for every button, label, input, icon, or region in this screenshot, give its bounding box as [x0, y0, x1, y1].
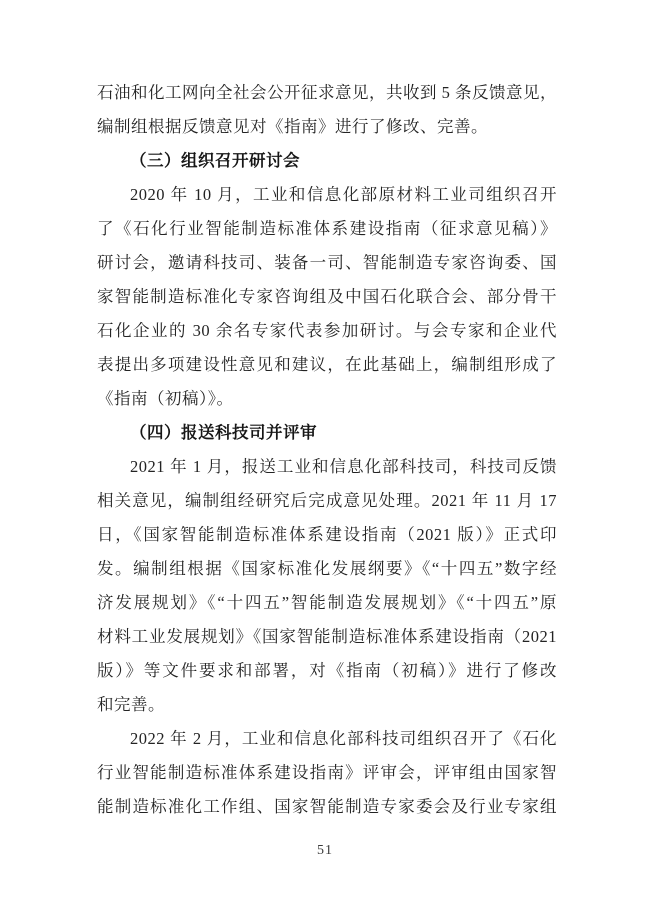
text-line: 编制组根据反馈意见对《指南》进行了修改、完善。: [97, 117, 488, 136]
text-line: 济发展规划》《“十四五”智能制造发展规划》《“十四五”原: [97, 593, 557, 612]
section-heading: （四）报送科技司并评审: [130, 423, 317, 442]
text-line: 行业智能制造标准体系建设指南》评审会，评审组由国家智: [97, 763, 557, 782]
text-line: 相关意见，编制组经研究后完成意见处理。2021 年 11 月 17: [97, 491, 557, 510]
text-line: 2020 年 10 月，工业和信息化部原材料工业司组织召开: [130, 185, 557, 204]
text-line: 和完善。: [97, 695, 165, 714]
text-line: 研讨会，邀请科技司、装备一司、智能制造专家咨询委、国: [97, 253, 557, 272]
text-line: 材料工业发展规划》《国家智能制造标准体系建设指南（2021: [97, 627, 557, 646]
text-line: 2022 年 2 月，工业和信息化部科技司组织召开了《石化: [130, 729, 557, 748]
text-line: 发。编制组根据《国家标准化发展纲要》《“十四五”数字经: [97, 559, 557, 578]
text-line: 了《石化行业智能制造标准体系建设指南（征求意见稿）》: [97, 219, 557, 238]
text-line: 能制造标准化工作组、国家智能制造专家委会及行业专家组: [97, 797, 557, 816]
page-footer: [0, 841, 650, 861]
page-number: 51: [317, 843, 333, 858]
text-line: 2021 年 1 月，报送工业和信息化部科技司，科技司反馈: [130, 457, 557, 476]
text-line: 表提出多项建设性意见和建议，在此基础上，编制组形成了: [97, 355, 557, 374]
section-heading: （三）组织召开研讨会: [130, 151, 300, 170]
document-body: [97, 76, 557, 824]
text-line: 日，《国家智能制造标准体系建设指南（2021 版）》正式印: [97, 525, 557, 544]
text-line: 石油和化工网向全社会公开征求意见，共收到 5 条反馈意见，: [97, 83, 557, 102]
text-line: 家智能制造标准化专家咨询组及中国石化联合会、部分骨干: [97, 287, 557, 306]
text-line: 版）》等文件要求和部署，对《指南（初稿）》进行了修改: [97, 661, 557, 680]
text-line: 《指南（初稿）》。: [97, 389, 234, 408]
text-line: 石化企业的 30 余名专家代表参加研讨。与会专家和企业代: [97, 321, 557, 340]
